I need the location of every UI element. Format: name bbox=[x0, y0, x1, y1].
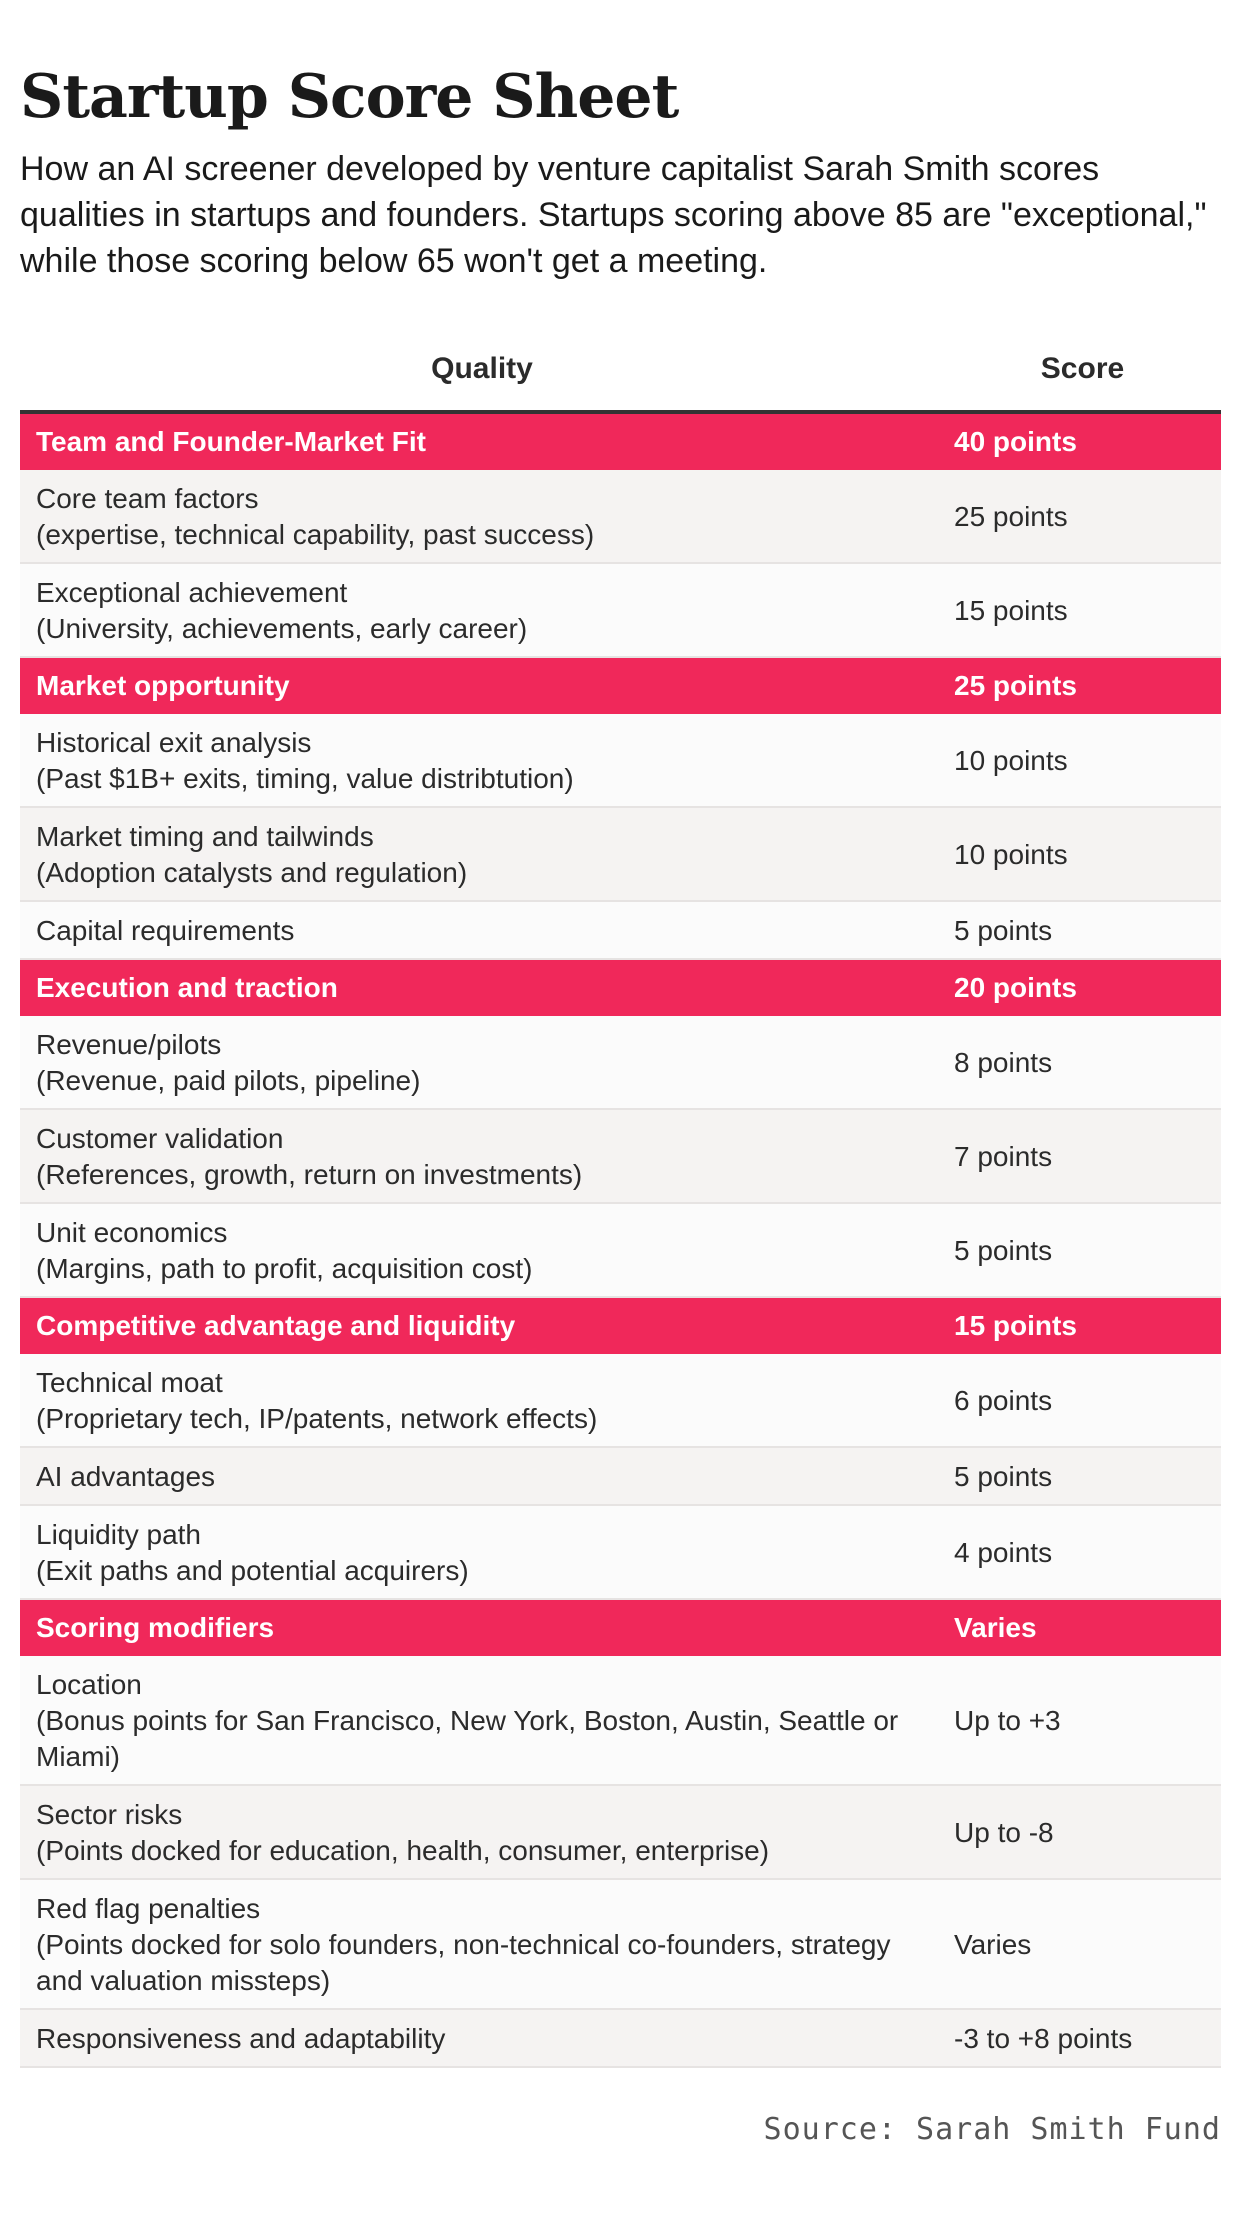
quality-detail: (expertise, technical capability, past success) bbox=[36, 519, 595, 550]
table-row bbox=[20, 1354, 1221, 1448]
quality-title: Customer validation bbox=[36, 1123, 284, 1154]
category-label bbox=[36, 668, 916, 704]
score-cell: -3 to +8 points bbox=[954, 2023, 1133, 2054]
quality-title: Liquidity path bbox=[36, 1519, 202, 1550]
table-row bbox=[20, 714, 1221, 808]
category-label bbox=[36, 1610, 916, 1646]
score-table bbox=[20, 414, 1221, 2068]
quality-cell bbox=[36, 819, 916, 891]
quality-detail: (Proprietary tech, IP/patents, network effects) bbox=[36, 1403, 598, 1434]
score-cell: Up to -8 bbox=[954, 1817, 1054, 1848]
score-cell: 25 points bbox=[954, 501, 1068, 532]
score-cell: Varies bbox=[954, 1929, 1032, 1960]
quality-detail: (Revenue, paid pilots, pipeline) bbox=[36, 1065, 421, 1096]
quality-cell bbox=[36, 575, 916, 647]
category-score: 40 points bbox=[954, 426, 1077, 457]
header-score: Score bbox=[1040, 352, 1125, 385]
table-row bbox=[20, 1448, 1221, 1506]
score-cell: 5 points bbox=[954, 1235, 1053, 1266]
category-score: 20 points bbox=[954, 972, 1077, 1003]
quality-title: Market timing and tailwinds bbox=[36, 821, 374, 852]
category-row bbox=[20, 1600, 1221, 1656]
quality-detail: (Past $1B+ exits, timing, value distribtution) bbox=[36, 763, 574, 794]
quality-title: Responsiveness and adaptability bbox=[36, 2023, 446, 2054]
quality-detail: (References, growth, return on investments) bbox=[36, 1159, 583, 1190]
category-row bbox=[20, 414, 1221, 470]
quality-title: Sector risks bbox=[36, 1799, 183, 1830]
quality-detail: (Adoption catalysts and regulation) bbox=[36, 857, 468, 888]
score-cell: 10 points bbox=[954, 745, 1068, 776]
category-label bbox=[36, 970, 916, 1006]
quality-cell bbox=[36, 1891, 916, 1999]
quality-cell bbox=[36, 2021, 916, 2057]
table-row bbox=[20, 1016, 1221, 1110]
quality-title: Revenue/pilots bbox=[36, 1029, 222, 1060]
score-cell: Up to +3 bbox=[954, 1705, 1061, 1736]
score-cell: 6 points bbox=[954, 1385, 1053, 1416]
quality-detail: (Points docked for education, health, consumer, enterprise) bbox=[36, 1835, 770, 1866]
category-score: 15 points bbox=[954, 1310, 1077, 1341]
table-row bbox=[20, 1656, 1221, 1786]
quality-cell bbox=[36, 481, 916, 553]
table-row bbox=[20, 470, 1221, 564]
quality-title: Exceptional achievement bbox=[36, 577, 348, 608]
quality-cell bbox=[36, 913, 916, 949]
quality-detail: (Bonus points for San Francisco, New York, Boston, Austin, Seattle or Miami) bbox=[36, 1705, 899, 1772]
quality-detail: (Points docked for solo founders, non-technical co-founders, strategy and valuation missteps) bbox=[36, 1929, 891, 1996]
score-sheet-page bbox=[20, 0, 1221, 2224]
table-row bbox=[20, 2010, 1221, 2068]
table-row bbox=[20, 564, 1221, 658]
score-cell: 5 points bbox=[954, 1461, 1053, 1492]
page-subtitle: How an AI screener developed by venture capitalist Sarah Smith scores qualities in startups and founders. Startups scoring above 85 are "exceptional," while those scoring below 65 won't get a meeting. bbox=[20, 150, 1207, 280]
category-title: Competitive advantage and liquidity bbox=[36, 1310, 516, 1341]
quality-cell bbox=[36, 1459, 916, 1495]
category-label bbox=[36, 1308, 916, 1344]
category-title: Team and Founder-Market Fit bbox=[36, 426, 426, 457]
table-row bbox=[20, 1506, 1221, 1600]
category-score: 25 points bbox=[954, 670, 1077, 701]
quality-title: AI advantages bbox=[36, 1461, 216, 1492]
header-quality: Quality bbox=[431, 352, 533, 385]
quality-cell bbox=[36, 1365, 916, 1437]
score-cell: 5 points bbox=[954, 915, 1053, 946]
quality-detail: (Margins, path to profit, acquisition cost) bbox=[36, 1253, 533, 1284]
quality-title: Red flag penalties bbox=[36, 1893, 261, 1924]
table-header bbox=[20, 344, 1221, 414]
quality-cell bbox=[36, 1027, 916, 1099]
quality-title: Core team factors bbox=[36, 483, 259, 514]
quality-title: Capital requirements bbox=[36, 915, 295, 946]
score-cell: 15 points bbox=[954, 595, 1068, 626]
quality-detail: (Exit paths and potential acquirers) bbox=[36, 1555, 469, 1586]
category-title: Market opportunity bbox=[36, 670, 290, 701]
quality-cell bbox=[36, 1667, 916, 1775]
score-cell: 7 points bbox=[954, 1141, 1053, 1172]
score-cell: 8 points bbox=[954, 1047, 1053, 1078]
category-score: Varies bbox=[954, 1612, 1037, 1643]
quality-detail: (University, achievements, early career) bbox=[36, 613, 528, 644]
quality-cell bbox=[36, 1517, 916, 1589]
quality-title: Technical moat bbox=[36, 1367, 223, 1398]
quality-cell bbox=[36, 1215, 916, 1287]
quality-cell bbox=[36, 725, 916, 797]
score-cell: 10 points bbox=[954, 839, 1068, 870]
table-row bbox=[20, 902, 1221, 960]
page-title: Startup Score Sheet bbox=[20, 62, 679, 132]
quality-title: Location bbox=[36, 1669, 142, 1700]
table-row bbox=[20, 808, 1221, 902]
category-row bbox=[20, 1298, 1221, 1354]
quality-title: Unit economics bbox=[36, 1217, 228, 1248]
source-note: Source: Sarah Smith Fund bbox=[763, 2112, 1221, 2147]
table-row bbox=[20, 1204, 1221, 1298]
quality-cell bbox=[36, 1797, 916, 1869]
category-row bbox=[20, 658, 1221, 714]
table-row bbox=[20, 1880, 1221, 2010]
table-row bbox=[20, 1110, 1221, 1204]
quality-cell bbox=[36, 1121, 916, 1193]
category-title: Execution and traction bbox=[36, 972, 338, 1003]
category-row bbox=[20, 960, 1221, 1016]
category-label bbox=[36, 424, 916, 460]
quality-title: Historical exit analysis bbox=[36, 727, 312, 758]
category-title: Scoring modifiers bbox=[36, 1612, 275, 1643]
table-row bbox=[20, 1786, 1221, 1880]
score-cell: 4 points bbox=[954, 1537, 1053, 1568]
